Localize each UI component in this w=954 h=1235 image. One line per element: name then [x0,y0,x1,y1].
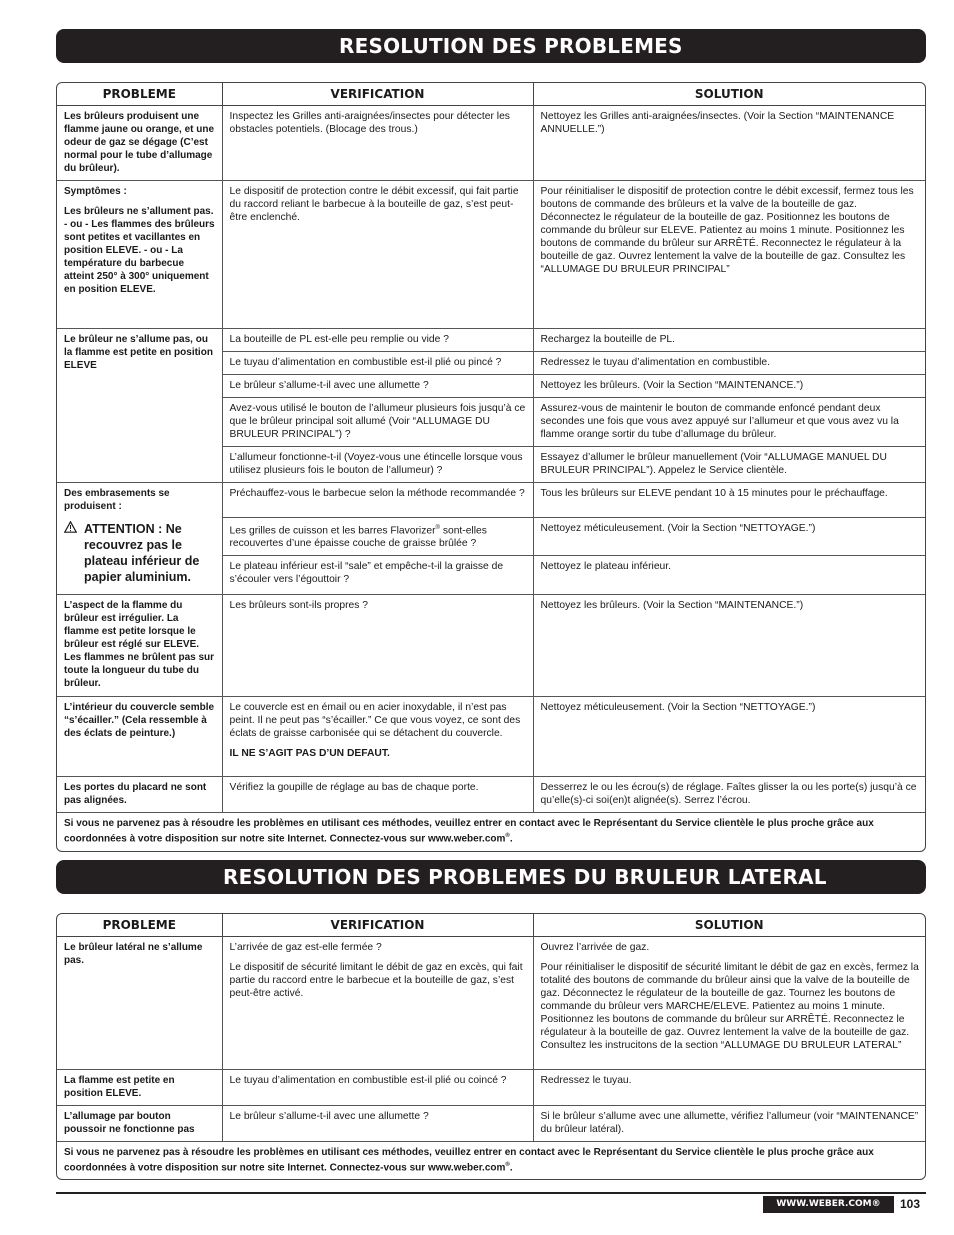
verification-cell: L’allumeur fonctionne-t-il (Voyez-vous une étincelle lorsque vous utilisez plusieurs fois le bouton de l’allumeur) ? [222,447,533,483]
table-row [57,106,925,181]
symptoms-label: Symptômes : [64,186,127,197]
problem-cell: La flamme est petite en position ELEVE. [57,1070,222,1106]
table-row [57,937,925,1070]
table-row [57,181,925,329]
solution-cell: Nettoyez les brûleurs. (Voir la Section “MAINTENANCE.”) [533,595,925,697]
verification-cell: Le tuyau d’alimentation en combustible est-il plié ou pincé ? [222,352,533,375]
table-row [57,777,925,813]
header-verification: VERIFICATION [222,914,533,937]
not-a-defect-text: IL NE S’AGIT PAS D’UN DEFAUT. [229,748,390,760]
solution-cell: Rechargez la bouteille de PL. [533,329,925,352]
solution-text: Pour réinitialiser le dispositif de sécurité limitant le débit de gaz en excès, fermez la totalité des boutons de commande du brûleur ainsi que la valve de la bouteille de gaz. Déconnectez le régulateur de la bouteille de gaz. Tournez les boutons de commande du brûleur vers MARCHE/ELEVE. Patientez au moins 1 minute. Positionnez les boutons de commande du brûleur sur ARRÊTÉ. Reconnectez le régulateur à la bouteille de gaz. Ouvrez lentement la valve de la bouteille de gaz. Consultez les instrucitons de la section “ALLUMAGE DU BRULEUR LATERAL” [540,962,919,1051]
side-burner-troubleshooting-table [56,913,926,1180]
problem-cell: Le brûleur latéral ne s’allume pas. [57,937,222,1070]
problem-cell: L’aspect de la flamme du brûleur est irrégulier. La flamme est petite lorsque le brûleur est réglé sur ELEVE. Les flammes ne brûlent pas sur toute la longueur du tube du brûleur. [57,595,222,697]
verification-cell: Vérifiez la goupille de réglage au bas de chaque porte. [222,777,533,813]
attention-text: ATTENTION : Ne recouvrez pas le plateau inférieur de papier aluminium. [84,522,200,584]
verification-text: Le couvercle est en émail ou en acier inoxydable, il n’est pas peint. Il ne peut pas “s’écailler.” Ce que vous voyez, ce sont des éclats de graisse carbonisée qui se détachent du couvercle. [229,702,521,740]
verification-cell: Les brûleurs sont-ils propres ? [222,595,533,697]
verification-cell: Préchauffez-vous le barbecue selon la méthode recommandée ? [222,483,533,518]
table-row [57,595,925,697]
table-row [57,1106,925,1142]
solution-cell: Nettoyez le plateau inférieur. [533,556,925,595]
contact-note: Si vous ne parvenez pas à résoudre les problèmes en utilisant ces méthodes, veuillez entrer en contact avec le Représentant du Service clientèle le plus proche grâce aux coordonnées à votre disposition sur notre site Internet. Connectez-vous sur www.weber.com®. [57,813,925,851]
verification-text: Le dispositif de sécurité limitant le débit de gaz en excès, qui fait partie du raccord entre le barbecue et la bouteille de gaz, s’est peut-être activé. [229,962,523,999]
footer-rule [56,1192,926,1194]
verification-cell: Inspectez les Grilles anti-araignées/insectes pour détecter les obstacles potentiels. (Blocage des trous.) [222,106,533,181]
table-header-row [57,83,925,106]
solution-cell: Pour réinitialiser le dispositif de protection contre le débit excessif, fermez tous les boutons de commande des brûleurs et la valve de la bouteille de gaz. Déconnectez le régulateur de la bouteille de gaz. Positionnez les boutons de commande du brûleur sur ELEVE. Patientez au moins 1 minute. Positionnez les boutons de commande du brûleur sur ARRÊTÉ. Reconnectez le régulateur à la bouteille de gaz. Ouvrez lentement la valve de la bouteille de gaz. Consultez les “ALLUMAGE DU BRULEUR PRINCIPAL” [533,181,925,329]
solution-cell: Essayez d’allumer le brûleur manuellement (Voir “ALLUMAGE MANUEL DU BRULEUR PRINCIPAL”). Appelez le Service clientèle. [533,447,925,483]
verification-cell: Le tuyau d’alimentation en combustible est-il plié ou coincé ? [222,1070,533,1106]
solution-cell: Nettoyez méticuleusement. (Voir la Section “NETTOYAGE.”) [533,518,925,556]
solution-cell: Tous les brûleurs sur ELEVE pendant 10 à 15 minutes pour le préchauffage. [533,483,925,518]
page-number: 103 [900,1197,921,1211]
table-footer-row [57,1142,925,1180]
table-row [57,697,925,777]
table-footer-row [57,813,925,851]
problem-cell: Les portes du placard ne sont pas alignées. [57,777,222,813]
header-solution: SOLUTION [533,83,925,106]
problem-cell [57,483,222,595]
header-verification: VERIFICATION [222,83,533,106]
problem-cell [57,181,222,329]
problem-cell: Le brûleur ne s’allume pas, ou la flamme est petite en position ELEVE [57,329,222,483]
solution-cell [533,937,925,1070]
table-header-row [57,914,925,937]
symptoms-text: Les brûleurs ne s’allument pas. - ou - Les flammes des brûleurs sont petites et vacillantes en position ELEVE. - ou - La température du barbecue atteint 250° à 300° uniquement en position ELEVE. [64,206,215,295]
verification-cell [222,697,533,777]
section-2-title: RESOLUTION DES PROBLEMES DU BRULEUR LATERAL [56,860,926,894]
verification-text: L’arrivée de gaz est-elle fermée ? [229,942,382,953]
header-probleme: PROBLEME [57,83,222,106]
verification-cell [222,937,533,1070]
contact-note: Si vous ne parvenez pas à résoudre les problèmes en utilisant ces méthodes, veuillez entrer en contact avec le Représentant du Service clientèle le plus proche grâce aux coordonnées à votre disposition sur notre site Internet. Connectez-vous sur www.weber.com®. [57,1142,925,1180]
verification-cell: Le brûleur s’allume-t-il avec une allumette ? [222,1106,533,1142]
table-row [57,483,925,518]
troubleshooting-table [56,82,926,852]
solution-cell: Redressez le tuyau d’alimentation en combustible. [533,352,925,375]
attention-note [64,521,216,585]
verification-cell: Le plateau inférieur est-il “sale” et empêche-t-il la graisse de s’écouler vers l’égouttoir ? [222,556,533,595]
verification-cell: Le dispositif de protection contre le débit excessif, qui fait partie du raccord reliant le barbecue à la bouteille de gaz, s’est peut-être enclenché. [222,181,533,329]
solution-cell: Assurez-vous de maintenir le bouton de commande enfoncé pendant deux secondes une fois que vous avez appuyé sur l’allumeur et que vous avez vu la flamme orange sortir du tube d’allumage du brûleur. [533,398,925,447]
solution-cell: Redressez le tuyau. [533,1070,925,1106]
solution-cell: Nettoyez les brûleurs. (Voir la Section “MAINTENANCE.”) [533,375,925,398]
solution-cell: Nettoyez les Grilles anti-araignées/insectes. (Voir la Section “MAINTENANCE ANNUELLE.”) [533,106,925,181]
solution-text: Ouvrez l’arrivée de gaz. [540,942,650,953]
problem-cell: L’allumage par bouton poussoir ne fonctionne pas [57,1106,222,1142]
header-solution: SOLUTION [533,914,925,937]
solution-cell: Nettoyez méticuleusement. (Voir la Section “NETTOYAGE.”) [533,697,925,777]
header-probleme: PROBLEME [57,914,222,937]
solution-cell: Desserrez le ou les écrou(s) de réglage. Faîtes glisser la ou les porte(s) jusqu’à ce qu’elle(s)-ci soi(en)t alignée(s). Serrez l’écrou. [533,777,925,813]
flare-up-label: Des embrasements se produisent : [64,488,170,512]
table-row [57,329,925,352]
table-row [57,1070,925,1106]
problem-cell: Les brûleurs produisent une flamme jaune ou orange, et une odeur de gaz se dégage (C’est normal pour le tube d’allumage du brûleur). [57,106,222,181]
solution-cell: Si le brûleur s’allume avec une allumette, vérifiez l’allumeur (voir “MAINTENANCE” du brûleur latéral). [533,1106,925,1142]
verification-cell: Les grilles de cuisson et les barres Flavorizer® sont-elles recouvertes d’une épaisse couche de graisse brûlée ? [222,518,533,556]
warning-icon [64,521,84,585]
website-url: WWW.WEBER.COM® [763,1196,894,1213]
problem-cell: L’intérieur du couvercle semble “s’écailler.” (Cela ressemble à des éclats de peinture.) [57,697,222,777]
section-1-title: RESOLUTION DES PROBLEMES [56,29,926,63]
verification-cell: La bouteille de PL est-elle peu remplie ou vide ? [222,329,533,352]
verification-cell: Avez-vous utilisé le bouton de l’allumeur plusieurs fois jusqu’à ce que le brûleur principal soit allumé (Voir “ALLUMAGE DU BRULEUR PRINCIPAL”) ? [222,398,533,447]
verification-cell: Le brûleur s’allume-t-il avec une allumette ? [222,375,533,398]
